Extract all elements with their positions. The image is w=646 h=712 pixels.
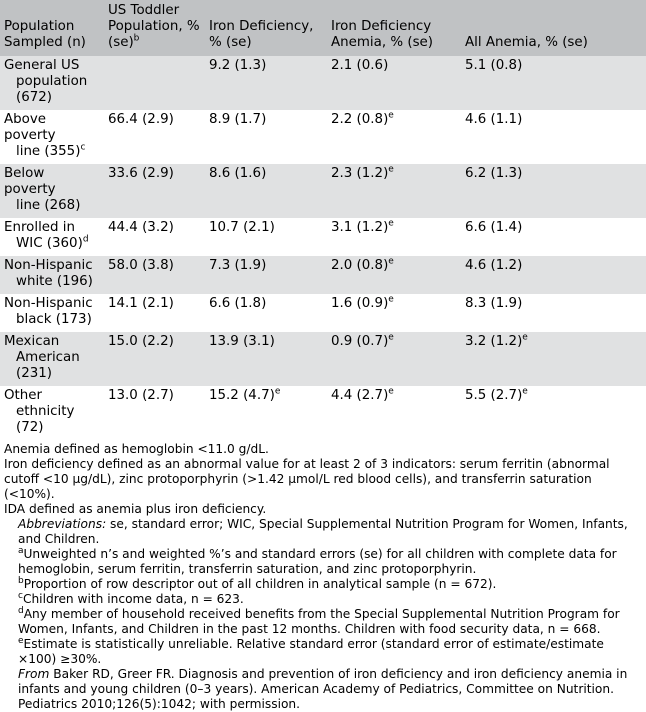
cell-us-toddler: 13.0 (2.7) bbox=[108, 388, 174, 403]
cell-iron-deficiency: 6.6 (1.8) bbox=[209, 296, 267, 311]
cell-iron-deficiency: 8.9 (1.7) bbox=[209, 112, 267, 127]
cell-iron-deficiency: 9.2 (1.3) bbox=[209, 58, 267, 73]
cell-iron-deficiency: 13.9 (3.1) bbox=[209, 334, 275, 349]
cell-ida: 4.4 $(2.7)^e$ bbox=[331, 386, 394, 403]
cell-all-anemia: 6.6 (1.4) bbox=[465, 220, 523, 235]
row-label: Mexican American (231) bbox=[4, 334, 80, 381]
cell-all-anemia: 5.1 (0.8) bbox=[465, 58, 523, 73]
note-abbreviations: Abbreviations: se, standard error; WIC, Special Supplemental Nutrition Program for Women, Infants, and Children. bbox=[18, 517, 628, 546]
cell-us-toddler: 14.1 (2.1) bbox=[108, 296, 174, 311]
cell-all-anemia: 4.6 (1.2) bbox=[465, 258, 523, 273]
footnote-a: $^a$Unweighted n’s and weighted %’s and standard errors (se) for all children with complete data for hemoglobin, serum ferritin, transferrin saturation, and zinc protoporphyrin. bbox=[18, 545, 617, 576]
cell-us-toddler: 66.4 (2.9) bbox=[108, 112, 174, 127]
cell-us-toddler: 15.0 (2.2) bbox=[108, 334, 174, 349]
row-label: General US population (672) bbox=[4, 58, 88, 105]
cell-iron-deficiency: 15.2 $(4.7)^e$ bbox=[209, 386, 281, 403]
cell-iron-deficiency: 10.7 (2.1) bbox=[209, 220, 275, 235]
cell-ida: 2.3 $(1.2)^e$ bbox=[331, 164, 394, 181]
cell-ida: 3.1 $(1.2)^e$ bbox=[331, 218, 394, 235]
cell-us-toddler: 58.0 (3.8) bbox=[108, 258, 174, 273]
table-notes bbox=[0, 440, 646, 712]
header-iron-deficiency: Iron Deficiency, % (se) bbox=[209, 19, 314, 50]
table-row bbox=[0, 332, 646, 386]
row-label: Non-Hispanic black (173) bbox=[4, 296, 93, 327]
note-iron-deficiency-definition: Iron deficiency defined as an abnormal value for at least 2 of 3 indicators: serum ferritin (abnormal cutoff <10 μg/dL), zinc protoporphyrin (>1.42 μmol/L red blood cells), and transferrin saturation (<10%). bbox=[4, 457, 610, 501]
cell-ida: 1.6 $(0.9)^e$ bbox=[331, 294, 394, 311]
note-ida-definition: IDA defined as anemia plus iron deficiency. bbox=[4, 502, 267, 516]
header-all-anemia: All Anemia, % (se) bbox=[465, 35, 588, 50]
cell-all-anemia: 4.6 (1.1) bbox=[465, 112, 523, 127]
table-row bbox=[0, 218, 646, 256]
note-anemia-definition: Anemia defined as hemoglobin <11.0 g/dL. bbox=[4, 442, 269, 456]
cell-us-toddler: 33.6 (2.9) bbox=[108, 166, 174, 181]
table-header-row bbox=[0, 0, 646, 56]
header-us-toddler: US Toddler Population, % (se)$^b$ bbox=[108, 3, 200, 50]
cell-all-anemia: 6.2 (1.3) bbox=[465, 166, 523, 181]
footnote-d: $^d$Any member of household received benefits from the Special Supplemental Nutrition Program for Women, Infants, and Children in the past 12 months. Children with food security data, n = 668. bbox=[18, 605, 620, 636]
cell-all-anemia: 8.3 (1.9) bbox=[465, 296, 523, 311]
cell-us-toddler: 44.4 (3.2) bbox=[108, 220, 174, 235]
table-row bbox=[0, 164, 646, 218]
source-citation: From Baker RD, Greer FR. Diagnosis and prevention of iron deficiency and iron deficiency anemia in infants and young children (0–3 years). American Academy of Pediatrics, Committee on Nutrition. Pediatrics 2010;126(5):1042; with permission. bbox=[18, 667, 628, 711]
cell-ida: 2.1 (0.6) bbox=[331, 58, 389, 73]
row-label: Below poverty line (268) bbox=[4, 166, 81, 213]
cell-iron-deficiency: 7.3 (1.9) bbox=[209, 258, 267, 273]
header-population: Population Sampled (n) bbox=[4, 19, 86, 50]
footnote-e: $^e$Estimate is statistically unreliable. Relative standard error (standard error of estimate/estimate ×100) ≥30%. bbox=[18, 635, 604, 666]
table-row bbox=[0, 256, 646, 294]
cell-all-anemia: 3.2 $(1.2)^e$ bbox=[465, 332, 528, 349]
footnote-c: $^c$Children with income data, n = 623. bbox=[18, 590, 244, 606]
table-row bbox=[0, 56, 646, 110]
cell-ida: 2.0 $(0.8)^e$ bbox=[331, 256, 394, 273]
cell-all-anemia: 5.5 $(2.7)^e$ bbox=[465, 386, 528, 403]
table-row bbox=[0, 294, 646, 332]
cell-ida: 2.2 $(0.8)^e$ bbox=[331, 110, 394, 127]
footnote-b: $^b$Proportion of row descriptor out of all children in analytical sample (n = 672). bbox=[18, 575, 497, 591]
header-ida: Iron Deficiency Anemia, % (se) bbox=[331, 19, 434, 50]
row-label: Other ethnicity (72) bbox=[4, 388, 75, 435]
table-row bbox=[0, 110, 646, 164]
cell-us-toddler bbox=[104, 56, 205, 110]
table-row bbox=[0, 386, 646, 440]
row-label: Enrolled in WIC $(360)^d$ bbox=[4, 220, 89, 251]
row-label: Above poverty line $(355)^c$ bbox=[4, 112, 86, 159]
cell-ida: 0.9 $(0.7)^e$ bbox=[331, 332, 394, 349]
row-label: Non-Hispanic white (196) bbox=[4, 258, 93, 289]
cell-iron-deficiency: 8.6 (1.6) bbox=[209, 166, 267, 181]
